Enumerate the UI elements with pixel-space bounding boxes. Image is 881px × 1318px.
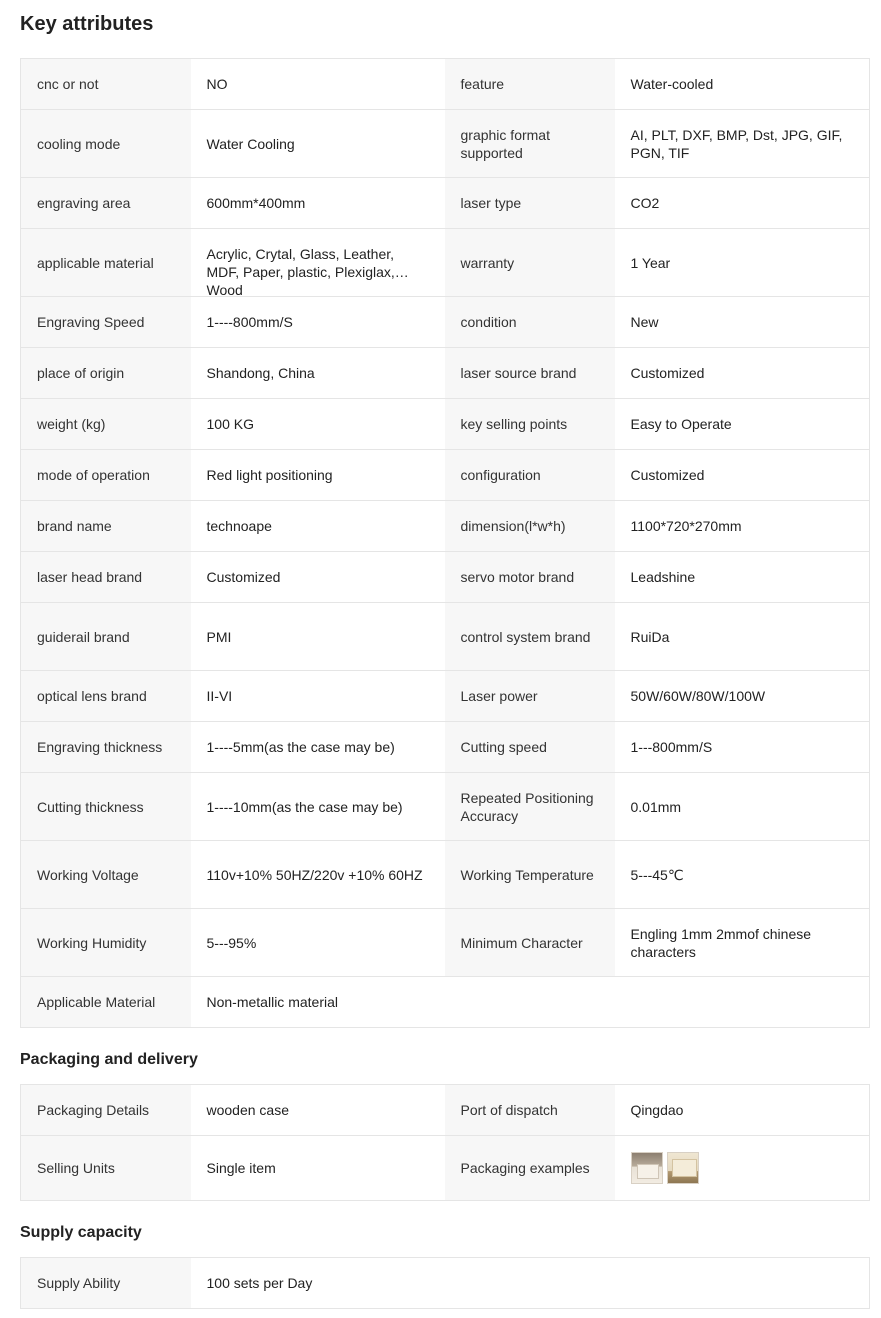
- attr-key: condition: [445, 297, 615, 348]
- attr-row: [21, 841, 870, 909]
- selling-units-label: Selling Units: [21, 1136, 191, 1201]
- packaging-thumbnails: [631, 1152, 854, 1184]
- attr-row: [21, 297, 870, 348]
- attr-key: guiderail brand: [21, 603, 191, 671]
- attr-key: Cutting speed: [445, 722, 615, 773]
- attr-key: [445, 841, 615, 909]
- attr-row: [21, 229, 870, 297]
- attr-value: Customized: [615, 348, 870, 399]
- attr-row: [21, 110, 870, 178]
- attr-key: [445, 603, 615, 671]
- attr-key: servo motor brand: [445, 552, 615, 603]
- attr-key: optical lens brand: [21, 671, 191, 722]
- attr-value: 0.01mm: [615, 773, 870, 841]
- attr-value: 100 KG: [191, 399, 445, 450]
- supply-ability-value: 100 sets per Day: [191, 1258, 870, 1309]
- attr-value-text: Acrylic, Crytal, Glass, Leather, MDF, Paper, plastic, Plexiglax, Wood: [206, 245, 395, 298]
- attr-key: [445, 773, 615, 841]
- attr-key: Working Humidity: [21, 909, 191, 977]
- attr-key: cnc or not: [21, 59, 191, 110]
- attr-key: key selling points: [445, 399, 615, 450]
- attr-key: brand name: [21, 501, 191, 552]
- attr-row: [21, 671, 870, 722]
- attr-value: [615, 110, 870, 178]
- attr-key: cooling mode: [21, 110, 191, 178]
- attr-row: [21, 552, 870, 603]
- attr-key: Minimum Character: [445, 909, 615, 977]
- attr-row: [21, 501, 870, 552]
- attr-value: 1----10mm(as the case may be): [191, 773, 445, 841]
- supply-table: [20, 1257, 870, 1309]
- attr-row: [21, 722, 870, 773]
- attr-key-text: Working Temperature: [460, 866, 594, 883]
- attr-value: II-VI: [191, 671, 445, 722]
- attr-value: [191, 841, 445, 909]
- attr-value: Water Cooling: [191, 110, 445, 178]
- attr-row: [21, 977, 870, 1028]
- attr-row: [21, 178, 870, 229]
- attr-value: technoape: [191, 501, 445, 552]
- port-of-dispatch-label: Port of dispatch: [445, 1085, 615, 1136]
- attr-key: warranty: [445, 229, 615, 297]
- attr-value: Customized: [615, 450, 870, 501]
- attr-key: laser source brand: [445, 348, 615, 399]
- attr-key: applicable material: [21, 229, 191, 297]
- attr-row: [21, 909, 870, 977]
- attr-value: Water-cooled: [615, 59, 870, 110]
- attr-value: New: [615, 297, 870, 348]
- packaging-row: [21, 1136, 870, 1201]
- attr-key: engraving area: [21, 178, 191, 229]
- packaging-title: Packaging and delivery: [20, 1051, 198, 1068]
- supply-ability-label: Supply Ability: [21, 1258, 191, 1309]
- attr-key: place of origin: [21, 348, 191, 399]
- attr-value: 1----5mm(as the case may be): [191, 722, 445, 773]
- attr-value: Customized: [191, 552, 445, 603]
- attr-key: Engraving thickness: [21, 722, 191, 773]
- supply-title: Supply capacity: [20, 1224, 142, 1241]
- attr-value: 5---45℃: [615, 841, 870, 909]
- attr-key: dimension(l*w*h): [445, 501, 615, 552]
- packaging-example-image-2[interactable]: [667, 1152, 699, 1184]
- attr-value: 1----800mm/S: [191, 297, 445, 348]
- attr-value: 1100*720*270mm: [615, 501, 870, 552]
- attr-value: [615, 909, 870, 977]
- attr-row: [21, 348, 870, 399]
- attr-key: configuration: [445, 450, 615, 501]
- attr-value: [191, 229, 445, 297]
- attr-key: Cutting thickness: [21, 773, 191, 841]
- packaging-examples-label: Packaging examples: [445, 1136, 615, 1201]
- attr-value-text: 110v+10% 50HZ/220v +10% 60HZ: [206, 866, 423, 883]
- attr-value: PMI: [191, 603, 445, 671]
- attr-key: Engraving Speed: [21, 297, 191, 348]
- attr-key: mode of operation: [21, 450, 191, 501]
- attr-row: [21, 603, 870, 671]
- attr-key-text: control system brand: [460, 628, 591, 645]
- attr-value: 1---800mm/S: [615, 722, 870, 773]
- attr-row: [21, 59, 870, 110]
- attr-value-text: AI, PLT, DXF, BMP, Dst, JPG, GIF, PGN, TIF: [630, 126, 843, 161]
- attr-value: CO2: [615, 178, 870, 229]
- packaging-row: [21, 1085, 870, 1136]
- attr-value: 1 Year: [615, 229, 870, 297]
- attr-key-text: Repeated Positioning Accuracy: [460, 789, 594, 824]
- attr-key: [445, 110, 615, 178]
- attr-key: feature: [445, 59, 615, 110]
- packaging-table: [20, 1084, 870, 1201]
- key-attributes-title: Key attributes: [20, 13, 154, 35]
- packaging-example-image-1[interactable]: [631, 1152, 663, 1184]
- attr-row: [21, 450, 870, 501]
- attr-value: Red light positioning: [191, 450, 445, 501]
- attr-value: Shandong, China: [191, 348, 445, 399]
- attr-value: 600mm*400mm: [191, 178, 445, 229]
- attr-value: RuiDa: [615, 603, 870, 671]
- packaging-details-value: wooden case: [191, 1085, 445, 1136]
- selling-units-value: Single item: [191, 1136, 445, 1201]
- attr-value-text: Engling 1mm 2mmof chinese characters: [630, 925, 812, 960]
- attr-key: Working Voltage: [21, 841, 191, 909]
- key-attributes-table: [20, 58, 870, 1028]
- packaging-examples-cell: [615, 1136, 870, 1201]
- attr-value: NO: [191, 59, 445, 110]
- attr-key: Laser power: [445, 671, 615, 722]
- attr-key: laser head brand: [21, 552, 191, 603]
- attr-key-text: graphic format supported: [460, 126, 550, 161]
- attr-key: laser type: [445, 178, 615, 229]
- attr-row: [21, 399, 870, 450]
- attr-value: Easy to Operate: [615, 399, 870, 450]
- attr-row: [21, 773, 870, 841]
- attr-value: Non-metallic material: [191, 977, 870, 1028]
- attr-value: Leadshine: [615, 552, 870, 603]
- attr-value: 50W/60W/80W/100W: [615, 671, 870, 722]
- supply-row: [21, 1258, 870, 1309]
- port-of-dispatch-value: Qingdao: [615, 1085, 870, 1136]
- attr-key: weight (kg): [21, 399, 191, 450]
- attr-key: Applicable Material: [21, 977, 191, 1028]
- attr-value: 5---95%: [191, 909, 445, 977]
- packaging-details-label: Packaging Details: [21, 1085, 191, 1136]
